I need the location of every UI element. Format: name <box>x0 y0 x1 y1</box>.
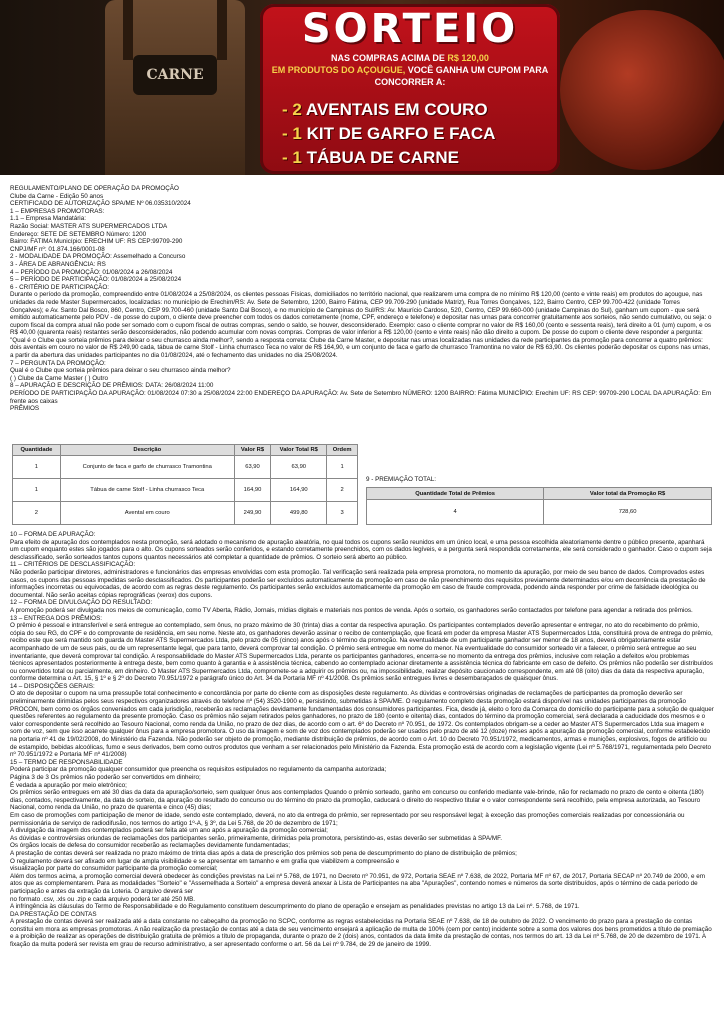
cell: 63,90 <box>271 456 327 479</box>
paragraph: PRÊMIOS <box>10 405 40 413</box>
paragraph: Para efeito de apuração dos contemplados nesta promoção, será adotado o mecanismo de apuração aleatória, no qual todos os cupons serão reunidos em um único local, e uma pessoa escolhida aleatoriamente dentre o público presente, apanhará um cupom enquanto estes são jogados para o alto. Os cupons sorteados serão conferidos, e estando corretamente preenchidos, com os dados legíveis, e a pergunta será respondida corretamente, ele será considerado o ganhador. Caso o cupom seja desclassificado, serão sorteados tantos cupons quantos necessários até completar a quantidade de prêmios. O sorteio será aberto ao público. <box>10 538 712 561</box>
col-header: Valor total da Promoção R$ <box>544 488 712 500</box>
paragraph: Os órgãos locais de defesa do consumidor receberão as reclamações devidamente fundamentadas; <box>10 842 291 850</box>
cell: 249,90 <box>234 502 271 525</box>
col-header: Descrição <box>60 445 234 456</box>
paragraph: Razão Social: MASTER ATS SUPERMERCADOS LTDA <box>10 222 168 230</box>
grilled-meat-image <box>560 10 724 170</box>
paragraph: Endereço: SETE DE SETEMBRO Número: 1200 <box>10 230 147 238</box>
apron-strap <box>217 0 227 60</box>
paragraph: O prêmio é pessoal e intransferível e será entregue ao contemplado, sem ônus, no prazo máximo de 30 (trinta) dias a contar da respectiva apuração. Os participantes contemplados deverão apresentar e entregar, no ato do recebimento do prêmio, cópia do seu RG, do CPF e do comprovante de residência, em seu nome. Neste ato, os ganhadores deverão assinar o recibo de contemplação, que ficará em poder da empresa Master ATS Supermercados Ltda, constituirá prova de entrega do prêmio, recibo este que será mantido sob guarda do Master ATS Supermercados Ltda, pelo prazo de 05 (cinco) anos após o término da promoção. Na eventualidade de um participante ganhador ser menor de 18 anos, deverá obrigatoriamente estar acompanhado de um de seus pais, ou de um representante legal, que para tanto, deverá comprovar tal condição. O prêmio será entregue em nome do menor. Na eventualidade do consumidor sorteado vir a falecer, o prêmio será entregue ao seu inventariante, que deverá comprovar tal condição. A responsabilidade do Master ATS Supermercados Ltda, perante os participantes ganhadores, encerra-se no momento da entrega dos prêmios, inclusive com relação a defeitos e/ou problemas técnicos apresentados posteriormente à entrega deste, bem como quanto à garantia e à assistência técnica, cabendo ao contemplado acionar diretamente a assistência técnica do fabricante em caso de defeito. Os prêmios não poderão ser distribuídos ou convertidos total ou parcialmente, em dinheiro. O Master ATS Supermercados Ltda, compromete-se a adquirir os prêmios ou, na impossibilidade, realizar depósito caucionado correspondente, em até 08 (oito) dias da data da respectiva apuração, conforme determina o Art. 15, § 1º e § 2º do Decreto 70.951/1972 e parágrafo único do Art. 34 da Portaria MF nº 41/2008. Os prêmios serão entregues livres e desembaraçados de quaisquer ônus. <box>10 622 713 683</box>
paragraph: 15 – TERMO DE RESPONSABILIDADE <box>10 758 123 766</box>
paragraph: 3 - ÁREA DE ABRANGÊNCIA: RS <box>10 260 106 268</box>
cell: 499,80 <box>271 502 327 525</box>
regulation-text <box>10 185 714 413</box>
paragraph: Clube da Carne - Edição 50 anos <box>10 192 104 200</box>
paragraph: Durante o período da promoção, compreendido entre 01/08/2024 a 25/08/2024, os clientes pessoas Físicas, domiciliados no território nacional, que realizarem uma compra de no mínimo R$ 120,00 (cento e vinte reais) em produtos do açougue, nas unidades da rede Master Supermercados, localizadas: no município de Erechim/RS: Av. Sete de Setembro, 1200, Bairro Fátima, CEP 99.709-290 (unidade Matriz), Rua Torres Gonçalves, 122, Bairro Centro, CEP 99.700-422 (unidade Torres Gonçalves); e Av. Santo Dal Bosco, 860, Centro, CEP 99.700-460 (unidade Santo Dal Bosco), e no município de Campinas do Sul/RS: Av. Maurício Cardoso, 520, Centro, CEP 99.660-000 (unidade Campinas do Sul), ganham um cupom - que será emitido automaticamente pelo PDV - de posse do cupom, o cliente deve preencher com todos os dados corretamente (nome, CPF, endereço e telefone) e depositar nas urnas para concorrer gratuitamente aos sorteios, não sendo cumulativo, ou seja: o cupom fiscal da compra atual não pode ser somado com o cupom fiscal de outras compras, sendo o saldo, se houver, desconsiderado. Exemplo: caso o cliente comprar no valor de R$ 160,00 (cento e sessenta reais), terá direito a 01 (um) cupom, e os R$ 40,00 (quarenta reais) restantes serão desconsiderados, não podendo acumular com novas compras. Compras de valor inferior a R$ 120,00 (cento e vinte reais) não dão direito a cupom. De posse do cupom o cliente deve responder a pergunta: "Qual é o Clube que sorteia prêmios para deixar o seu churrasco ainda melhor?, sendo a resposta correta: Clube da Carne Master, e depositar nas urnas localizadas nas unidades da rede participantes da promoção para concorrer a quatro prêmios: dois aventais em couro no valor de R$ 249,90 cada, tábua de carne Stolf - Linha churrasco Teca no valor de R$ 164,90, e um conjunto de faca e garfo de churrasco Tramontina no valor de R$ 63,90. Os clientes poderão depositar os cupons nas urnas, a partir da abertura das unidades participantes no dia 01/08/2024, até o fechamento das unidades no dia 25/08/2024. <box>10 291 712 360</box>
prize-line: - 2 AVENTAIS EM COURO <box>282 100 488 119</box>
prizes-table <box>12 444 358 525</box>
paragraph: PERÍODO DE PARTICIPAÇÃO DA APURAÇÃO: 01/08/2024 07:30 a 25/08/2024 22:00 ENDEREÇO DA APURAÇÃO: Av. Sete de Setembro NÚMERO: 1200 BAIRRO: Fátima MUNICÍPIO: Erechim UF: RS CEP: 99709-290 LOCAL DA APURAÇÃO: Em frente aos caixas <box>10 390 712 405</box>
apron-strap <box>123 0 133 60</box>
promo-banner <box>0 0 724 175</box>
col-header: Valor R$ <box>234 445 271 456</box>
paragraph: 7 – PERGUNTA DA PROMOÇÃO: <box>10 359 106 367</box>
premiacao-label: 9 - PREMIAÇÃO TOTAL: <box>366 476 436 483</box>
leather-apron-image <box>105 0 245 175</box>
paragraph: 4 – PERÍODO DA PROMOÇÃO: 01/08/2024 a 26/08/2024 <box>10 268 173 276</box>
paragraph: 6 - CRITÉRIO DE PARTICIPAÇÃO: <box>10 283 110 291</box>
paragraph: DA PRESTAÇÃO DE CONTAS <box>10 910 97 918</box>
paragraph: REGULAMENTO/PLANO DE OPERAÇÃO DA PROMOÇÃO <box>10 185 179 192</box>
apron-logo: CARNE <box>133 55 217 95</box>
paragraph: A prestação de contas deverá ser realizada até a data constante no cabeçalho da promoção no SCPC, conforme as regras estabelecidas na Portaria SEAE nº 7.638, de 18 de outubro de 2022. O vencimento do prazo para a prestação de contas constitui em mora as empresas promotoras. A não realização da prestação de contas até a data de seu vencimento ensejará a aplicação de multa de 100% (cem por cento) incidente sobre a soma dos valores dos bens prometidos a título de premiação e a proibição de realizar as operações de distribuição gratuita de prêmios a título de propaganda, durante o prazo de 2 (dois) anos, contados da data limite da prestação de contas, nos termos do art. 13 da Lei nº 5.768, de 20 de dezembro de 1971. A fixação da multa poderá ser revista em grau de recurso administrativo, a ser apresentado conforme o art. 56 da Lei nº 9.784, de 29 de janeiro de 1999. <box>10 918 712 949</box>
paragraph: no formato .csv, .xls ou .zip e cada arquivo poderá ter até 250 MB. <box>10 895 196 903</box>
banner-subtitle: NAS COMPRAS ACIMA DE R$ 120,00 EM PRODUTOS DO AÇOUGUE, VOCÊ GANHA UM CUPOM PARA CONCORRER A: <box>271 53 549 87</box>
paragraph: Além dos termos acima, a promoção comercial deverá obedecer às condições previstas na Lei nº 5.768, de 1971, no Decreto nº 70.951, de 972, Portaria SEAE nº 7.638, de 2022, Portaria MF nº 67, de 2017, Portaria SECAP nº 20.749 de 2000, e em atos que as complementarem. Para as modalidades "Sorteio" e "Assemelhada a Sorteio" a empresa deverá anexar à Lista de Participantes na aba "Apurações", contendo nomes e números da sorte distribuídos, após o término de cada período de participação e antes da extração da Loteria. O arquivo deverá ser <box>10 872 706 895</box>
paragraph: 1 – EMPRESAS PROMOTORAS: <box>10 207 105 215</box>
cell: Tábua de carne Stolf - Linha churrasco Teca <box>60 479 234 502</box>
prize-line: - 1 TÁBUA DE CARNE <box>282 148 459 167</box>
paragraph: A divulgação da imagem dos contemplados poderá ser feita até um ano após a apuração da promoção comercial; <box>10 827 328 835</box>
cell: 1 <box>13 479 61 502</box>
col-header: Quantidade Total de Prêmios <box>367 488 544 500</box>
paragraph: 13 – ENTREGA DOS PRÊMIOS: <box>10 614 103 622</box>
cell: 164,90 <box>271 479 327 502</box>
paragraph: É vedada a apuração por meio eletrônico; <box>10 781 127 789</box>
cell: 1 <box>13 456 61 479</box>
cell: 1 <box>327 456 358 479</box>
cell: 3 <box>327 502 358 525</box>
paragraph: 1.1 – Empresa Mandatária: <box>10 215 86 223</box>
paragraph: CERTIFICADO DE AUTORIZAÇÃO SPA/ME Nº 06.035310/2024 <box>10 200 191 208</box>
paragraph: Os prêmios serão entregues em até 30 dias da data da apuração/sorteio, sem qualquer ônus aos contemplados Quando o prêmio sorteado, ganho em concurso ou conferido mediante vale-brinde, não for reclamado no prazo de cento e oitenta (180) dias, contados, respectivamente, da data do sorteio, da apuração do resultado do concurso ou do término do prazo da promoção, caducará o direito do respectivo titular e o valor correspondente será recolhido, pela empresa autorizada, ao Tesouro Nacional, como renda da União, no prazo de quarenta e cinco (45) dias; <box>10 789 704 812</box>
paragraph: O regulamento deverá ser afixado em lugar de ampla visibilidade e se apresentar em tamanho e em grafia que viabilizem a compreensão e <box>10 857 400 865</box>
table-row <box>13 479 358 502</box>
prize-line: - 1 KIT DE GARFO E FACA <box>282 124 496 143</box>
paragraph: 12 – FORMA DE DIVULGAÇÃO DO RESULTADO: <box>10 599 153 607</box>
col-header: Quantidade <box>13 445 61 456</box>
cell: 164,90 <box>234 479 271 502</box>
regulation-text-continued <box>10 531 714 949</box>
paragraph: Bairro: FATIMA Município: ERECHIM UF: RS CEP:99709-290 <box>10 238 183 246</box>
cell: 2 <box>327 479 358 502</box>
paragraph: 10 – FORMA DE APURAÇÃO: <box>10 531 96 538</box>
paragraph: Não poderão participar diretores, administradores e funcionários das empresas envolvidas com esta promoção. Tal verificação será realizada pela empresa promotora, no momento da apuração, por meio de seu banco de dados. Comprovados estes casos, os cupons das pessoas impedidas serão desclassificados. Os participantes poderão ser excluídos automaticamente da promoção em caso de não preenchimento dos requisitos previamente determinados e/ou em decorrência da prestação de informações incorretas ou equivocadas, de acordo com as regras deste regulamento. Os participantes serão excluídos automaticamente da promoção em caso de fraude comprovada, podendo ainda responder por crime de falsidade ideológica ou documental. Não serão aceitas cópias reprográficas (xerox) dos cupons. <box>10 568 706 599</box>
paragraph: A prestação de contas deverá ser realizada no prazo máximo de trinta dias após a data de prescrição dos prêmios sob pena de descumprimento do plano de distribuição de prêmios; <box>10 849 517 857</box>
premiacao-table <box>366 487 712 525</box>
col-header: Valor Total R$ <box>271 445 327 456</box>
paragraph: visualização por parte do consumidor participante da promoção comercial; <box>10 865 218 873</box>
banner-title: SORTEIO <box>301 6 519 52</box>
paragraph: 14 – DISPOSIÇÕES GERAIS: <box>10 682 95 690</box>
col-header: Ordem <box>327 445 358 456</box>
paragraph: 8 – APURAÇÃO E DESCRIÇÃO DE PRÊMIOS: DATA: 26/08/2024 11:00 <box>10 382 214 390</box>
paragraph: 2 - MODALIDADE DA PROMOÇÃO: Assemelhado a Concurso <box>10 253 186 261</box>
table-row <box>13 456 358 479</box>
paragraph: 11 – CRITÉRIOS DE DESCLASSIFICAÇÃO: <box>10 561 136 569</box>
paragraph: CNPJ/MF nº: 01.874.166/0001-08 <box>10 245 105 253</box>
table-row <box>367 500 712 525</box>
paragraph: O ato de depositar o cupom na urna pressupõe total conhecimento e concordância por parte do cliente com as disposições deste regulamento. As dúvidas e controvérsias originadas de reclamações de participantes da promoção deverão ser preliminarmente dirimidas pelos seus respectivos organizadores através do telefone nº (54) 3520-1900 e, persistindo, submetidas à SPA/ME. O regulamento completo desta promoção estará disponível nas unidades participantes da promoção PROCON, bem como os órgãos conveniados em cada jurisdição, receberão as reclamações devidamente fundamentadas dos consumidores participantes. Fica, desde já, eleito o foro da Comarca do domicílio do participante para a solução de qualquer questões referentes ao regulamento da presente promoção. Caso os prêmios não sejam retirados pelos ganhadores, no prazo de 180 (cento e oitenta) dias, contados do término da promoção comercial, será declarada a caducidade dos mesmos e o valor correspondente será recolhido ao Tesouro Nacional, como renda da União, no prazo de dez dias, de acordo com o art. 6º do Decreto nº 70.951, de 1972. Os contemplados obrigam-se a ceder ao Master ATS Supermercados Ltda sua imagem e som de voz, sem que isso acarrete qualquer ônus para a empresa promotora. O uso da imagem e som de voz dos contemplados poderão ser usados pelo prazo de até 12 (doze) meses após a apuração da promoção comercial, conforme estabelecido na portaria nº 41 de 19/02/2008, do Ministério da Fazenda. Não poderão ser objeto de promoção, mediante distribuição de prêmios, de acordo com o Art. 10 do Decreto 70.951/1972, medicamentos, armas e munições, explosivos, fogos de artifício ou de estampido, bebidas alcoólicas, fumo e seus derivados, bem como outros produtos que venham a ser relacionados pelo Ministério da Fazenda. Esta promoção está de acordo com a legislação vigente (Lei nº 5.768/1971, regulamentada pelo Decreto nº 70.951/1972 e Portaria MF nº 41/2008) <box>10 690 714 759</box>
paragraph: Em caso de promoções com participação de menor de idade, sendo este contemplado, deverá, no ato da entrega do prêmio, ser representado por seu responsável legal; à exceção das promoções comerciais realizadas por concessionária ou permissionária de serviço de radiodifusão, nos termos do artigo 1º-A, § 3º, da Lei 5.768, de 20 de dezembro de 1971; <box>10 811 685 827</box>
paragraph: Página 3 de 3 Os prêmios não poderão ser convertidos em dinheiro; <box>10 774 201 781</box>
paragraph: ( ) Clube da Carne Master ( ) Outro <box>10 374 108 382</box>
table-row <box>13 502 358 525</box>
cell: 4 <box>367 500 544 525</box>
paragraph: As dúvidas e controvérsias oriundas de reclamações dos participantes serão, primeiramente, dirimidas pela promotora, persistindo-as, estas deverão ser submetidas à SPA/MF. <box>10 834 502 842</box>
paragraph: A promoção poderá ser divulgada nos meios de comunicação, como TV Aberta, Rádio, Jornais, mídias digitais e materiais nos pontos de venda. Após o sorteio, os ganhadores serão contactados por telefone para agendar a retirada dos prêmios. <box>10 606 693 614</box>
paragraph: 5 – PERÍODO DE PARTICIPAÇÃO: 01/08/2024 a 25/08/2024 <box>10 276 182 284</box>
paragraph: Poderá participar da promoção qualquer consumidor que preencha os requisitos estipulados no regulamento da campanha autorizada; <box>10 766 387 774</box>
cell: 63,90 <box>234 456 271 479</box>
cell: 2 <box>13 502 61 525</box>
paragraph: Qual é o Clube que sorteia prêmios para deixar o seu churrasco ainda melhor? <box>10 367 231 375</box>
cell: 728,60 <box>544 500 712 525</box>
cell: Avental em couro <box>60 502 234 525</box>
cell: Conjunto de faca e garfo de churrasco Tramontina <box>60 456 234 479</box>
paragraph: A infringência às cláusulas do Termo de Responsabilidade e do Regulamento constituem descumprimento do plano de operação e ensejam as penalidades previstas no artigo 13 da Lei nº. 5.768, de 1971. <box>10 903 580 911</box>
